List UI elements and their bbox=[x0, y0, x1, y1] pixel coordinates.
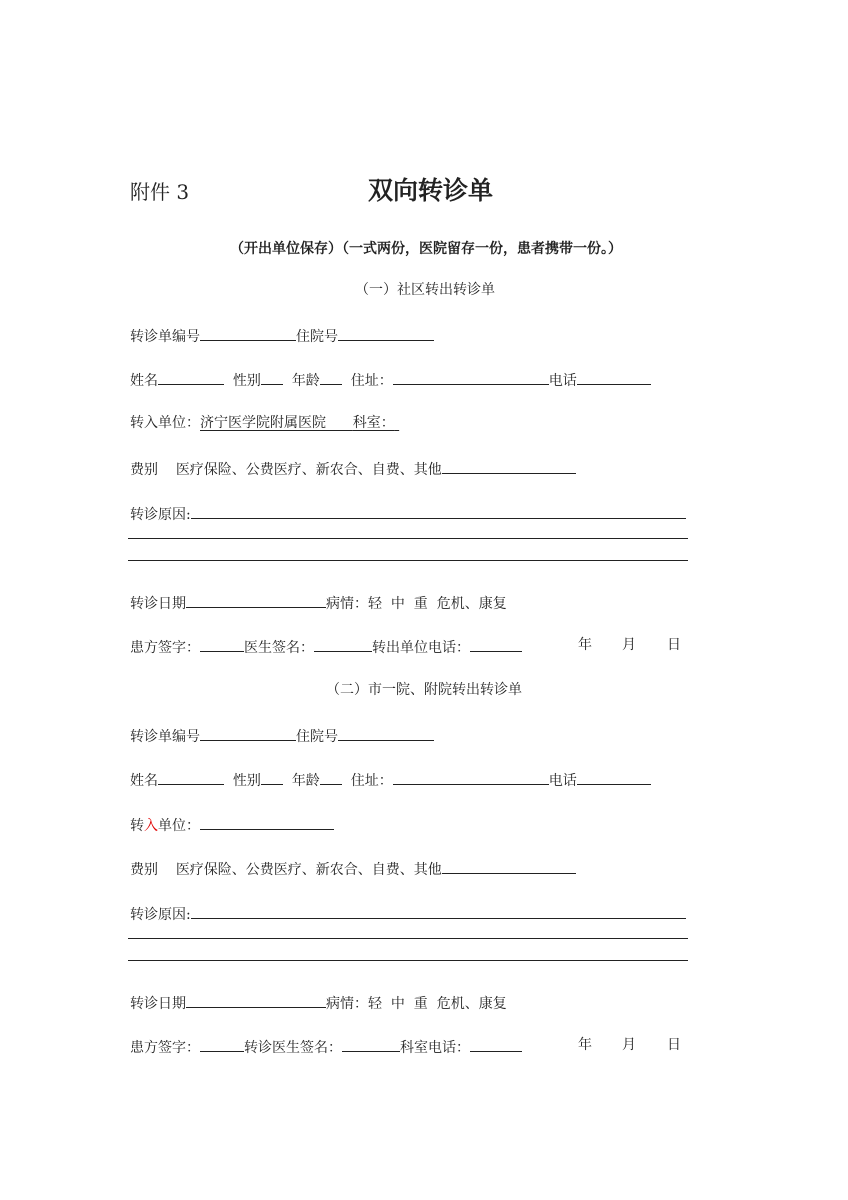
patient-sign-field[interactable] bbox=[200, 1036, 244, 1052]
patient-sign-label: 患方签字： bbox=[130, 1040, 200, 1056]
receiver-label-part1: 转 bbox=[130, 818, 144, 834]
gender-field[interactable] bbox=[261, 369, 283, 385]
reason-label: 转诊原因: bbox=[130, 907, 191, 923]
page-subtitle: （开出单位保存）（一式两份，医院留存一份，患者携带一份。） bbox=[230, 241, 622, 257]
year-label: 年 bbox=[578, 637, 592, 653]
address-field[interactable] bbox=[393, 369, 549, 385]
section2-row-date bbox=[130, 992, 507, 1013]
date-field[interactable] bbox=[186, 992, 326, 1008]
page-title: 双向转诊单 bbox=[368, 176, 494, 205]
dept-phone-field[interactable] bbox=[470, 1036, 522, 1052]
section2-row-receiver bbox=[130, 814, 334, 835]
fee-options: 医疗保险、公费医疗、新农合、自费、其他 bbox=[175, 462, 442, 478]
gender-label: 性别 bbox=[232, 773, 261, 789]
phone-label: 电话 bbox=[548, 373, 577, 389]
section1-heading: （一）社区转出转诊单 bbox=[355, 282, 495, 298]
attachment-label: 附件 3 bbox=[130, 180, 190, 204]
fee-other-field[interactable] bbox=[442, 858, 576, 874]
age-label: 年龄 bbox=[291, 373, 320, 389]
doctor-sign-label: 医生签名： bbox=[244, 640, 314, 656]
receiver-label: 转入单位： bbox=[130, 415, 200, 431]
phone-label: 电话 bbox=[548, 773, 577, 789]
reason-field[interactable] bbox=[191, 903, 686, 919]
reason-line-3[interactable] bbox=[128, 560, 688, 561]
receiver-field[interactable] bbox=[200, 814, 334, 830]
month-label: 月 bbox=[622, 637, 636, 653]
gender-field[interactable] bbox=[261, 769, 283, 785]
reason-field[interactable] bbox=[191, 503, 686, 519]
reason-line-2[interactable] bbox=[128, 938, 688, 939]
name-field[interactable] bbox=[158, 769, 224, 785]
referral-no-label: 转诊单编号 bbox=[130, 729, 200, 745]
referral-no-field[interactable] bbox=[200, 725, 296, 741]
hospital-no-field[interactable] bbox=[338, 325, 434, 341]
dept-phone-label: 科室电话： bbox=[400, 1040, 470, 1056]
fee-other-field[interactable] bbox=[442, 458, 576, 474]
condition-options: 病情：轻 中 重 危机、康复 bbox=[326, 996, 507, 1012]
section2-heading: （二）市一院、附院转出转诊单 bbox=[326, 682, 522, 698]
date-label: 转诊日期 bbox=[130, 996, 186, 1012]
section2-row-fee bbox=[130, 858, 576, 879]
doctor-sign-field[interactable] bbox=[342, 1036, 400, 1052]
address-field[interactable] bbox=[393, 769, 549, 785]
date-label: 转诊日期 bbox=[130, 596, 186, 612]
phone-field[interactable] bbox=[577, 369, 651, 385]
section2-row-reason bbox=[130, 903, 686, 924]
month-label: 月 bbox=[622, 1037, 636, 1053]
receiver-value: 济宁医学院附属医院 科室： bbox=[200, 415, 395, 431]
section1-row-patient bbox=[130, 369, 651, 390]
hospital-no-label: 住院号 bbox=[296, 729, 338, 745]
condition-options: 病情：轻 中 重 危机、康复 bbox=[326, 596, 507, 612]
address-label: 住址： bbox=[350, 773, 393, 789]
day-label: 日 bbox=[667, 1037, 681, 1053]
age-field[interactable] bbox=[320, 369, 342, 385]
section2-row-ids bbox=[130, 725, 434, 746]
unit-phone-field[interactable] bbox=[470, 636, 522, 652]
fee-label: 费别 bbox=[130, 862, 158, 878]
age-field[interactable] bbox=[320, 769, 342, 785]
hospital-no-field[interactable] bbox=[338, 725, 434, 741]
hospital-no-label: 住院号 bbox=[296, 329, 338, 345]
fee-options: 医疗保险、公费医疗、新农合、自费、其他 bbox=[175, 862, 442, 878]
doctor-sign-field[interactable] bbox=[314, 636, 372, 652]
phone-field[interactable] bbox=[577, 769, 651, 785]
name-label: 姓名 bbox=[130, 773, 158, 789]
section2-row-patient bbox=[130, 769, 651, 790]
year-label: 年 bbox=[578, 1037, 592, 1053]
unit-phone-label: 转出单位电话： bbox=[372, 640, 470, 656]
section2-row-sign bbox=[130, 1036, 690, 1057]
reason-line-3[interactable] bbox=[128, 960, 688, 961]
section1-row-reason bbox=[130, 503, 686, 524]
day-label: 日 bbox=[667, 637, 681, 653]
receiver-label-part2: 入 bbox=[144, 818, 158, 834]
age-label: 年龄 bbox=[291, 773, 320, 789]
name-field[interactable] bbox=[158, 369, 224, 385]
address-label: 住址： bbox=[350, 373, 393, 389]
section1-row-ids bbox=[130, 325, 434, 346]
section1-row-receiver bbox=[130, 414, 399, 432]
dept-label: 科室： bbox=[352, 415, 395, 431]
section1-row-date bbox=[130, 592, 507, 613]
patient-sign-label: 患方签字： bbox=[130, 640, 200, 656]
referral-no-label: 转诊单编号 bbox=[130, 329, 200, 345]
doctor-sign-label: 转诊医生签名： bbox=[244, 1040, 342, 1056]
reason-label: 转诊原因: bbox=[130, 507, 191, 523]
section1-row-fee bbox=[130, 458, 576, 479]
section1-row-sign bbox=[130, 636, 690, 657]
patient-sign-field[interactable] bbox=[200, 636, 244, 652]
receiver-label-part3: 单位： bbox=[158, 818, 200, 834]
gender-label: 性别 bbox=[232, 373, 261, 389]
fee-label: 费别 bbox=[130, 462, 158, 478]
referral-no-field[interactable] bbox=[200, 325, 296, 341]
date-field[interactable] bbox=[186, 592, 326, 608]
reason-line-2[interactable] bbox=[128, 538, 688, 539]
name-label: 姓名 bbox=[130, 373, 158, 389]
